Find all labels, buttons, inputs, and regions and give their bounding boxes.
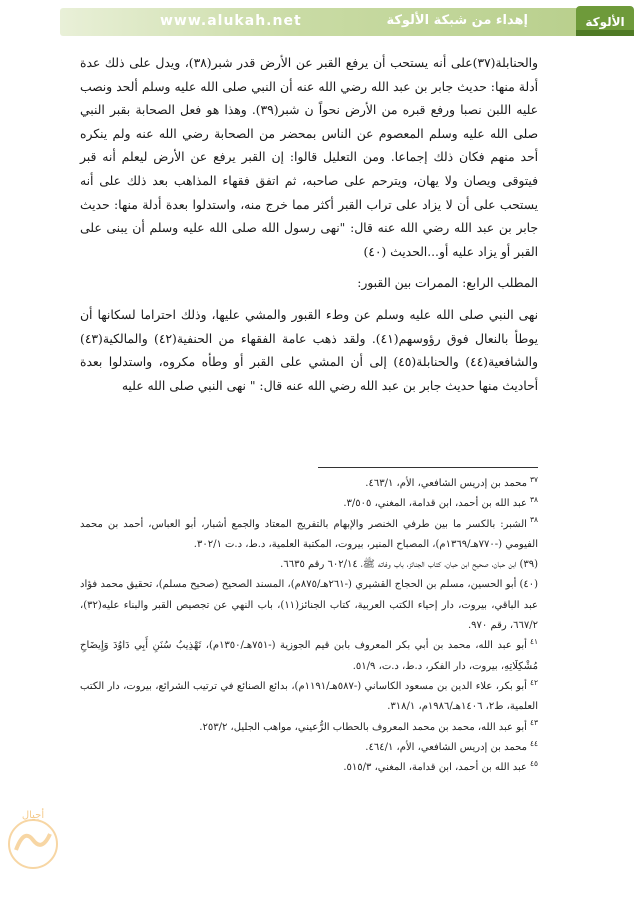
footnote-item xyxy=(80,738,538,758)
gift-text: إهداء من شبكة الألوكة xyxy=(386,13,528,28)
site-url[interactable]: www.alukah.net xyxy=(160,13,302,29)
site-banner xyxy=(60,8,598,36)
footnote-item xyxy=(80,474,538,494)
footnote-number: ٣٧ xyxy=(529,474,538,484)
footnote-divider xyxy=(318,467,538,468)
footnote-text: أبو بكر، علاء الدين بن مسعود الكاساني (-٥٨٧هـ/١١٩١م)، بدائع الصنائع في ترتيب الشرائع، بيروت، دار الكتب العلمية، ط٢، ١٤٠٦هـ/١٩٨٦م، ٣١٨/١. xyxy=(80,680,538,713)
footnote-item xyxy=(80,636,538,677)
footnote-number: ٤٢ xyxy=(529,677,538,687)
footnote-number: ٤١ xyxy=(529,637,538,647)
svg-text:الألوكة: الألوكة xyxy=(585,15,625,29)
svg-text:أجيال: أجيال xyxy=(21,810,45,821)
footnote-text: محمد بن إدريس الشافعي، الأم، ٤٦٤/١. xyxy=(365,741,527,753)
footnote-number: ٣٨ xyxy=(529,515,538,525)
footnotes xyxy=(80,474,538,778)
footnote-text: محمد بن إدريس الشافعي، الأم، ٤٦٣/١. xyxy=(365,478,527,489)
alukah-logo xyxy=(572,0,638,44)
paragraph-1: والحنابلة(٣٧)على أنه يستحب أن يرفع القبر عن الأرض قدر شبر(٣٨)، ويدل على ذلك عدة أدلة منها: حديث جابر بن عبد الله رضي الله عنه أن النبي صلى الله عليه وسلم ألحد ونصب عليه اللبن نصبا ورفع قبره من الأرض نحواً ن شبر(٣٩). وهذا هو فعل الصحابة بقبر النبي صلى الله عليه وسلم المعصوم عن الناس بمحضر من الصحابة رضي الله عنه ولم ينكره أحد منهم فكان ذلك إجماعا. ومن التعليل قالوا: إن القبر يرفع عن الأرض ليعلم أنه قبر فيتوقى ويصان ولا يهان، ويترحم على صاحبه، ثم اتفق فقهاء المذاهب بعد ذلك على أنه يستحب على أن لا يزاد على تراب القبر أكثر مما خرج منه، واستدلوا بعدة أدلة منها: حديث جابر بن عبد الله رضي الله عنه قال: "نهى رسول الله صلى الله عليه وسلم أن يبنى على القبر أو يزاد عليه أو...الحديث (٤٠) xyxy=(80,56,538,259)
footnote-number: ٤٥ xyxy=(529,758,538,768)
footnote-item xyxy=(80,677,538,718)
footnote-text: عبد الله بن أحمد، ابن قدامة، المغني، ٣/٥٠٥. xyxy=(343,498,527,510)
paragraph-2: نهى النبي صلى الله عليه وسلم عن وطء القبور والمشي عليها، وذلك احتراما لسكانها أن يوطأ بالنعال فوق رؤوسهم(٤١). ولقد ذهب عامة الفقهاء من الحنفية(٤٢) والمالكية(٤٣) والشافعية(٤٤) والحنابلة(٤٥) إلى أن المشي على القبر أو وطأه مكروه، واستدلوا بعدة أحاديث منها حديث جابر بن عبد الله رضي الله عنه قال: " نهى النبي صلى الله عليه xyxy=(80,307,538,393)
footnote-text: عبد الله بن أحمد، ابن قدامة، المغني، ٥١٥/٣. xyxy=(343,762,527,774)
footnote-number: ٣٨ xyxy=(529,494,538,504)
footnote-number: (٣٩) xyxy=(519,559,538,571)
footnote-item xyxy=(80,494,538,514)
footnote-item xyxy=(80,555,538,575)
footnote-text: الشبر: بالكسر ما بين طرفي الخنصر والإبهام بالتفريج المعتاد والجمع أشبار، أبو العباس، أحمد بن محمد الفيومي (-٧٧٠هـ/١٣٦٩م)، المصباح المنير، بيروت، المكتبة العلمية، د.ط، د.ت ٣٠٢/١. xyxy=(80,518,538,550)
footnote-item xyxy=(80,758,538,778)
footnote-number: ٤٤ xyxy=(529,738,538,748)
footnote-text: أبو عبد الله، محمد بن محمد المعروف بالحطاب الرُّعيني، مواهب الجليل، ٢٥٣/٢. xyxy=(199,721,527,733)
footnote-item xyxy=(80,575,538,636)
watermark-stamp xyxy=(4,800,62,882)
section-heading: المطلب الرابع: الممرات بين القبور: xyxy=(357,276,538,291)
footnote-item xyxy=(80,515,538,556)
footnote-number: (٤٠) xyxy=(519,579,539,591)
footnote-text: أبو الحسين، مسلم بن الحجاج القشيري (-٢٦١هـ/٨٧٥م)، المسند الصحيح (صحيح مسلم)، تحقيق محمد فؤاد عبد الباقي، بيروت، دار إحياء الكتب العربية، كتاب الجنائز(١١)، باب النهي عن تجصيص القبر والبناء عليه(٣٢)، ٦٦٧/٢، رقم ٩٧٠. xyxy=(80,579,539,632)
main-text xyxy=(80,52,538,398)
footnote-text: أبو عبد الله، محمد بن أبي بكر المعروف بابن قيم الجوزية (-٧٥١هـ/١٣٥٠م)، تَهْذِيبُ سُنَنِ أَبِي دَاوُدَ وَإِيضَاحِ مُشْكِلَاتِهِ، بيروت، دار الفكر، د.ط، د.ت، ٥١/٩. xyxy=(80,640,538,672)
footnote-item xyxy=(80,718,538,738)
footnote-text: ابن حبان، صحيح ابن حبان، كتاب الجنائز، باب وفاته ﷺ، ٦٠٢/١٤ رقم ٦٦٣٥. xyxy=(280,559,517,571)
footnote-number: ٤٣ xyxy=(529,718,538,728)
